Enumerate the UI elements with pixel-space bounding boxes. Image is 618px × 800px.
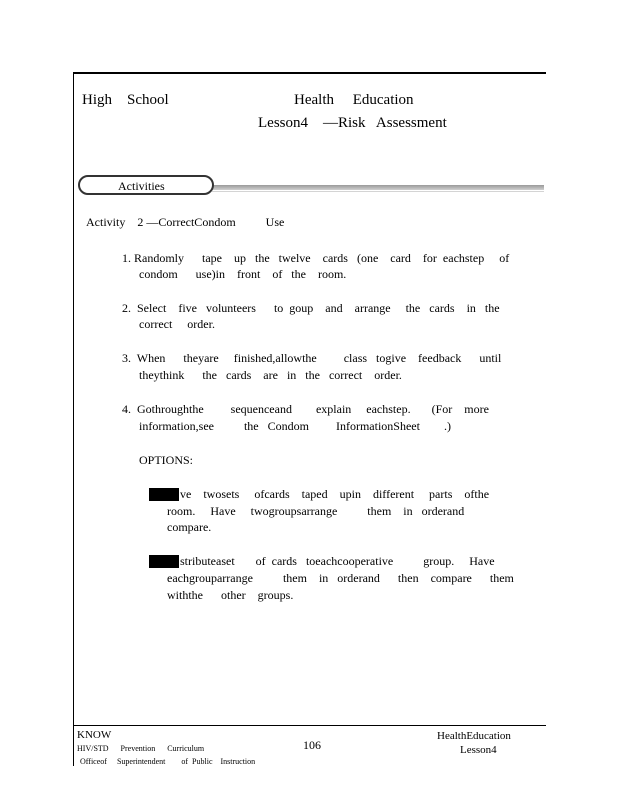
step-4-line-2: information,see the Condom InformationSheet .): [139, 419, 451, 433]
redaction-block: [149, 555, 179, 568]
section-divider-bar: [212, 185, 544, 190]
step-3-line-1: 3. When theyare finished,allowthe class togive feedback until: [122, 351, 502, 365]
header-subject-title: Health Education: [294, 92, 414, 108]
step-1-line-2: condom use)in front of the room.: [139, 267, 347, 281]
footer-health-education: HealthEducation: [437, 730, 511, 742]
activities-section-tab: [78, 175, 214, 195]
footer-lesson: Lesson4: [460, 744, 497, 756]
footer-curriculum: HIV/STD Prevention Curriculum: [77, 744, 205, 753]
option-2-line-2: eachgrouparrange them in orderand then compare them: [167, 571, 514, 585]
section-divider-line: [212, 191, 544, 192]
footer-office: Officeof Superintendent of Public Instruction: [80, 757, 256, 766]
step-3-line-2: theythink the cards are in the correct order.: [139, 368, 402, 382]
page-number: 106: [303, 738, 321, 752]
step-2-line-1: 2. Select five volunteers to goup and arrange the cards in the: [122, 301, 500, 315]
step-2-line-2: correct order.: [139, 317, 215, 331]
option-2-line-1: stributeaset of cards toeachcooperative group. Have: [180, 554, 495, 568]
page-top-rule: [74, 72, 546, 74]
option-1-line-1: ve twosets ofcards taped upin different parts ofthe: [180, 487, 490, 501]
activities-tab-label: Activities: [118, 179, 165, 193]
footer-know: KNOW: [77, 729, 112, 741]
header-lesson-subtitle: Lesson4 —Risk Assessment: [258, 115, 447, 131]
activity-title: Activity 2 —CorrectCondom Use: [86, 215, 285, 229]
page-bottom-rule: [74, 725, 546, 726]
option-1-line-3: compare.: [167, 520, 212, 534]
option-2-line-3: withthe other groups.: [167, 588, 294, 602]
header-school-level: High School: [82, 92, 169, 108]
step-1-line-1: 1. Randomly tape up the twelve cards (one card for eachstep of: [122, 251, 510, 265]
redaction-block: [149, 488, 179, 501]
step-4-line-1: 4. Gothroughthe sequenceand explain eachstep. (For more: [122, 402, 489, 416]
option-1-line-2: room. Have twogroupsarrange them in orderand: [167, 504, 465, 518]
page-left-rule: [73, 72, 74, 766]
options-label: OPTIONS:: [139, 453, 194, 467]
